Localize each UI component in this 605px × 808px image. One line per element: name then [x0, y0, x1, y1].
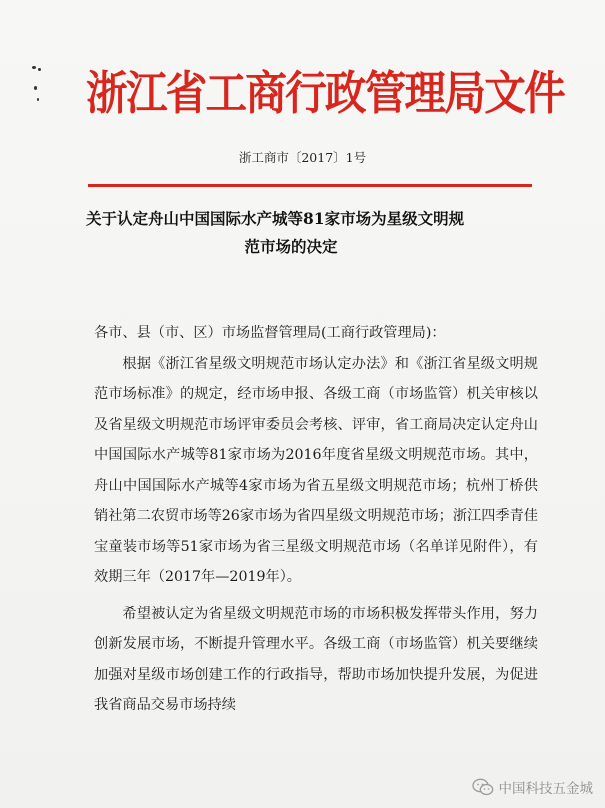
document-subject: [86, 205, 536, 261]
scan-specks: [28, 62, 48, 112]
body-paragraph-1: 根据《浙江省星级文明规范市场认定办法》和《浙江省星级文明规范市场标准》的规定，经市场申报、各级工商（市场监管）机关审核以及省星级文明规范市场评审委员会考核、评审，省工商局决定认定舟山中国国际水产城等81家市场为2016年度省星级文明规范市场。其中，舟山中国国际水产城等4家市场为省五星级文明规范市场；杭州丁桥供销社第二农贸市场等26家市场为省四星级文明规范市场；浙江四季青佳宝童装市场等51家市场为省三星级文明规范市场（名单详见附件），有效期三年（2017年—2019年）。: [94, 355, 538, 585]
subject-line-1: 关于认定舟山中国国际水产城等81家市场为星级文明规: [86, 209, 465, 228]
watermark: [472, 774, 594, 800]
wechat-icon: [472, 778, 494, 796]
salutation: 各市、县（市、区）市场监督管理局(工商行政管理局)：: [94, 325, 446, 341]
document-header-title: 浙江省工商行政管理局文件: [86, 66, 564, 120]
document-body: [94, 318, 538, 721]
header-red-rule: [88, 184, 532, 187]
subject-line-2: 范市场的决定: [244, 237, 338, 256]
watermark-text: 中国科技五金城: [498, 781, 593, 797]
document-number: 浙工商市〔2017〕1号: [238, 150, 367, 165]
body-paragraph-2: 希望被认定为省星级文明规范市场的市场积极发挥带头作用，努力创新发展市场，不断提升管理水平。各级工商（市场监管）机关要继续加强对星级市场创建工作的行政指导，帮助市场加快提升发展，为促进我省商品交易市场持续: [94, 605, 538, 713]
